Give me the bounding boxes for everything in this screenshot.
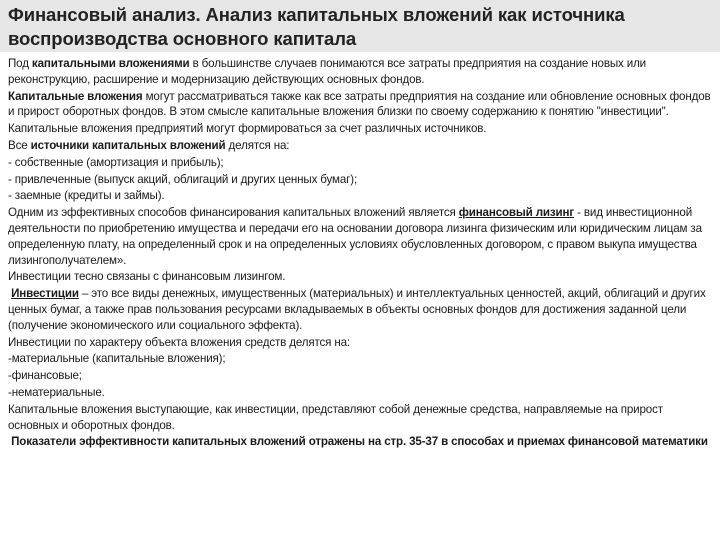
list-item-attracted-sources: - привлеченные (выпуск акций, облигаций и других ценных бумаг); [8,172,358,186]
term-investments: Инвестиции [11,287,79,301]
paragraph-efficiency-indicators: Показатели эффективности капитальных вложений отражены на стр. 35-37 в способах и приемах финансовой математики [11,435,708,449]
list-item-borrowed-sources: - заемные (кредиты и займы). [8,189,165,203]
term-financial-leasing: финансовый лизинг [458,206,575,220]
paragraph-investments-leasing-link: Инвестиции тесно связаны с финансовым лизингом. [8,270,286,284]
list-item-material: -материальные (капитальные вложения); [8,352,226,366]
term-capital-investments: капитальными вложениями [31,57,190,70]
paragraph-investments-definition: Инвестиции – это все виды денежных, имущественных (материальных) и интеллектуальных ценностей, акций, облигаций и других ценных бумаг, а также прав пользования ресурсами вкладываемых в объекты основных фондов для достижения заданной цели (получение экономического или социального эффекта). [8,287,706,332]
list-item-financial: -финансовые; [8,369,82,383]
slide-title: Финансовый анализ. Анализ капитальных вложений как источника воспроизводства основного капитала [8,4,625,49]
paragraph-sources-intro: Капитальные вложения предприятий могут формироваться за счет различных источников. [8,122,487,136]
slide-header [0,0,720,52]
paragraph-capital-as-investment: Капитальные вложения выступающие, как инвестиции, представляют собой денежные средства, направляемые на прирост основных и оборотных фондов. [8,402,663,432]
paragraph-capital-investment-costs: Капитальные вложения могут рассматриваться также как все затраты предприятия на создание или обновление основных фондов и прирост оборотных фондов. В этом смысле капитальные вложения близки по своему содержанию к понятию "инвестиции". [8,89,711,119]
list-item-intangible: -нематериальные. [8,385,105,399]
paragraph-investment-types-intro: Инвестиции по характеру объекта вложения средств делятся на: [8,335,350,349]
paragraph-financial-leasing: Одним из эффективных способов финансирования капитальных вложений является финансовый лизинг - вид инвестиционной деятельности по приобретению имущества и передачи его на основании договора лизинга физическим или юридическим лицам за определенную плату, на определенный срок и на определенных условиях обусловленных договором, с правом выкупа имущества лизингополучателем». [8,206,702,267]
term-capital-investments-2: Капитальные вложения [8,89,143,103]
list-item-own-sources: - собственные (амортизация и прибыль); [8,155,224,169]
slide-body [0,56,720,540]
paragraph-sources-divided: Все источники капитальных вложений делятся на: [8,138,290,152]
paragraph-capital-investment-definition: Под капитальными вложениями в большинстве случаев понимаются все затраты предприятия на создание новых или реконструкцию, расширение и модернизацию действующих основных фондов. [8,57,647,86]
term-investment-sources: источники капитальных вложений [30,138,226,152]
